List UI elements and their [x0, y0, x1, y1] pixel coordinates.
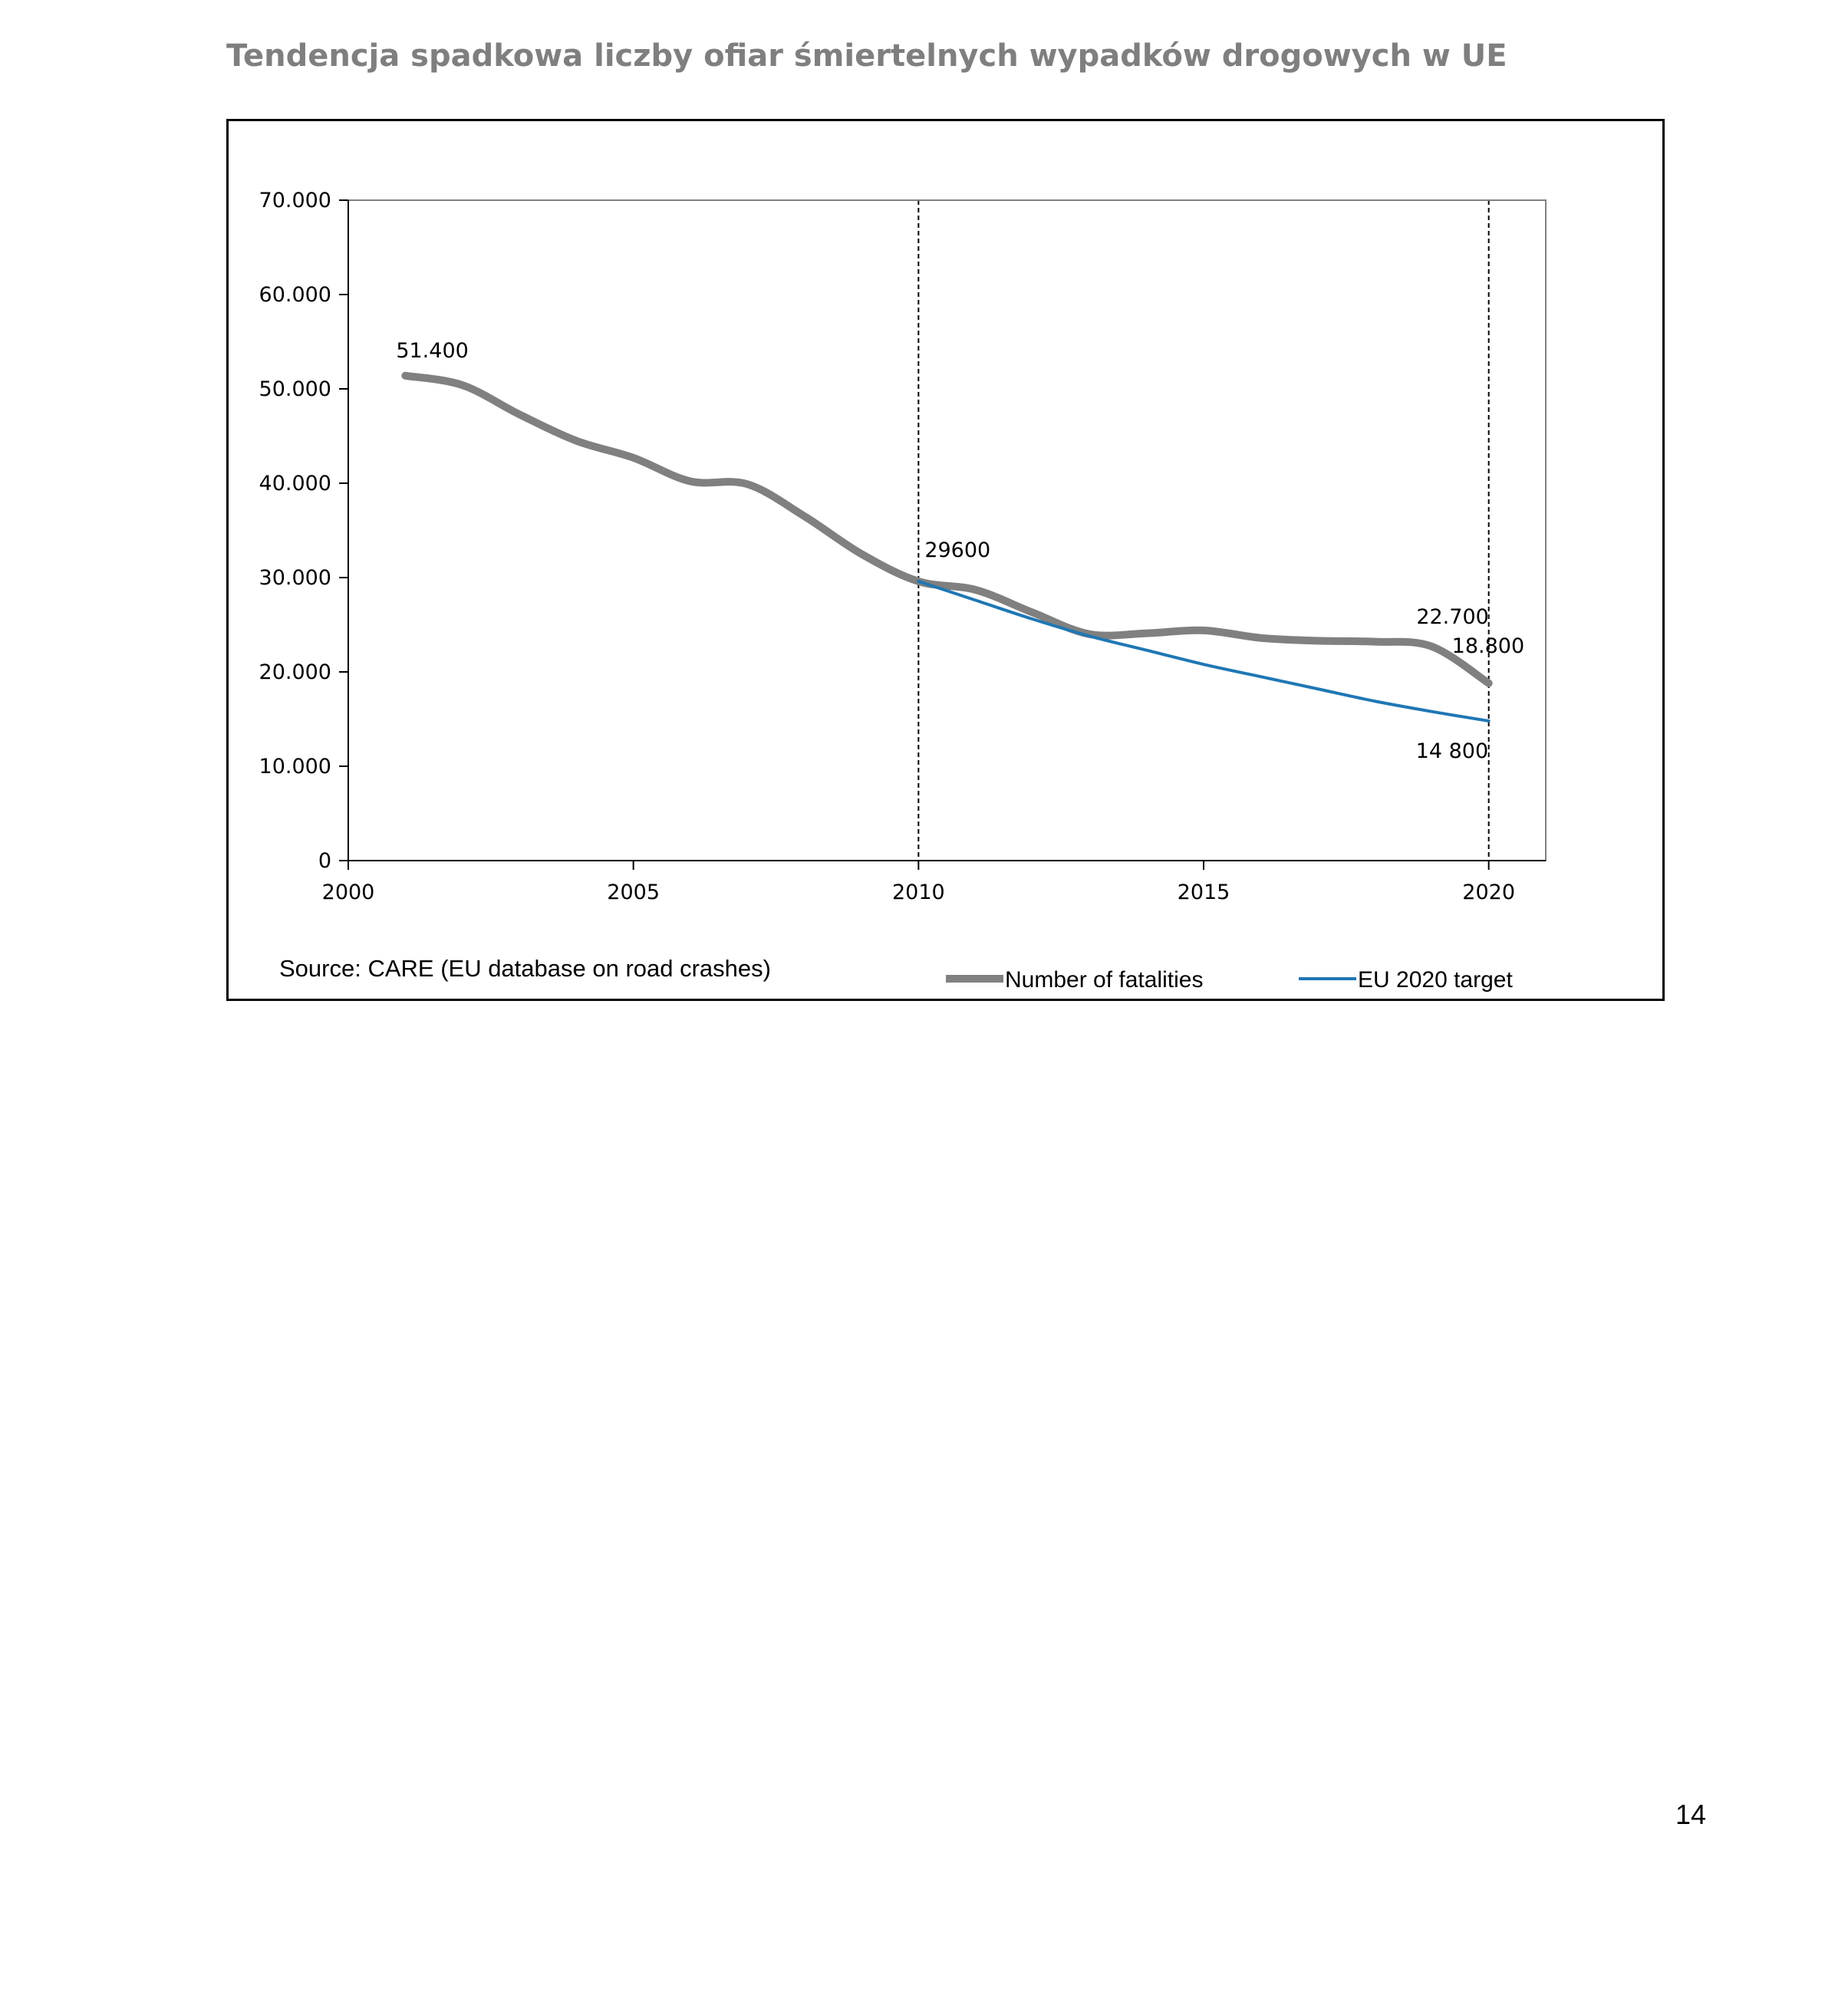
source-note: Source: CARE (EU database on road crashes) [279, 955, 771, 982]
chart-frame [226, 119, 1665, 1001]
page-number: 14 [1675, 1799, 1707, 1830]
plot-area-border [348, 200, 1546, 861]
data-label: 14 800 [1415, 739, 1489, 763]
page-title: Tendencja spadkowa liczby ofiar śmiertelnych wypadków drogowych w UE [226, 38, 1507, 74]
y-tick-label: 60.000 [259, 283, 331, 307]
x-tick-label: 2015 [1177, 881, 1230, 904]
x-tick-label: 2010 [891, 881, 945, 904]
y-tick-label: 0 [318, 849, 331, 873]
data-label: 18.800 [1451, 634, 1525, 658]
x-tick-label: 2000 [321, 881, 375, 904]
x-tick-label: 2020 [1462, 881, 1516, 904]
data-label: 51.400 [396, 338, 469, 363]
y-tick-label: 30.000 [259, 566, 331, 590]
x-tick-label: 2005 [607, 881, 660, 904]
y-tick-label: 10.000 [259, 755, 331, 779]
line-chart [229, 121, 1662, 999]
series-line-fatalities [405, 376, 1488, 683]
legend-label: EU 2020 target [1358, 967, 1513, 993]
y-tick-label: 20.000 [259, 660, 331, 684]
legend-label: Number of fatalities [1005, 967, 1204, 993]
data-label: 29600 [924, 538, 991, 562]
y-tick-label: 50.000 [259, 377, 331, 401]
y-tick-label: 70.000 [259, 189, 331, 212]
y-tick-label: 40.000 [259, 472, 331, 495]
data-label: 22.700 [1416, 604, 1489, 629]
